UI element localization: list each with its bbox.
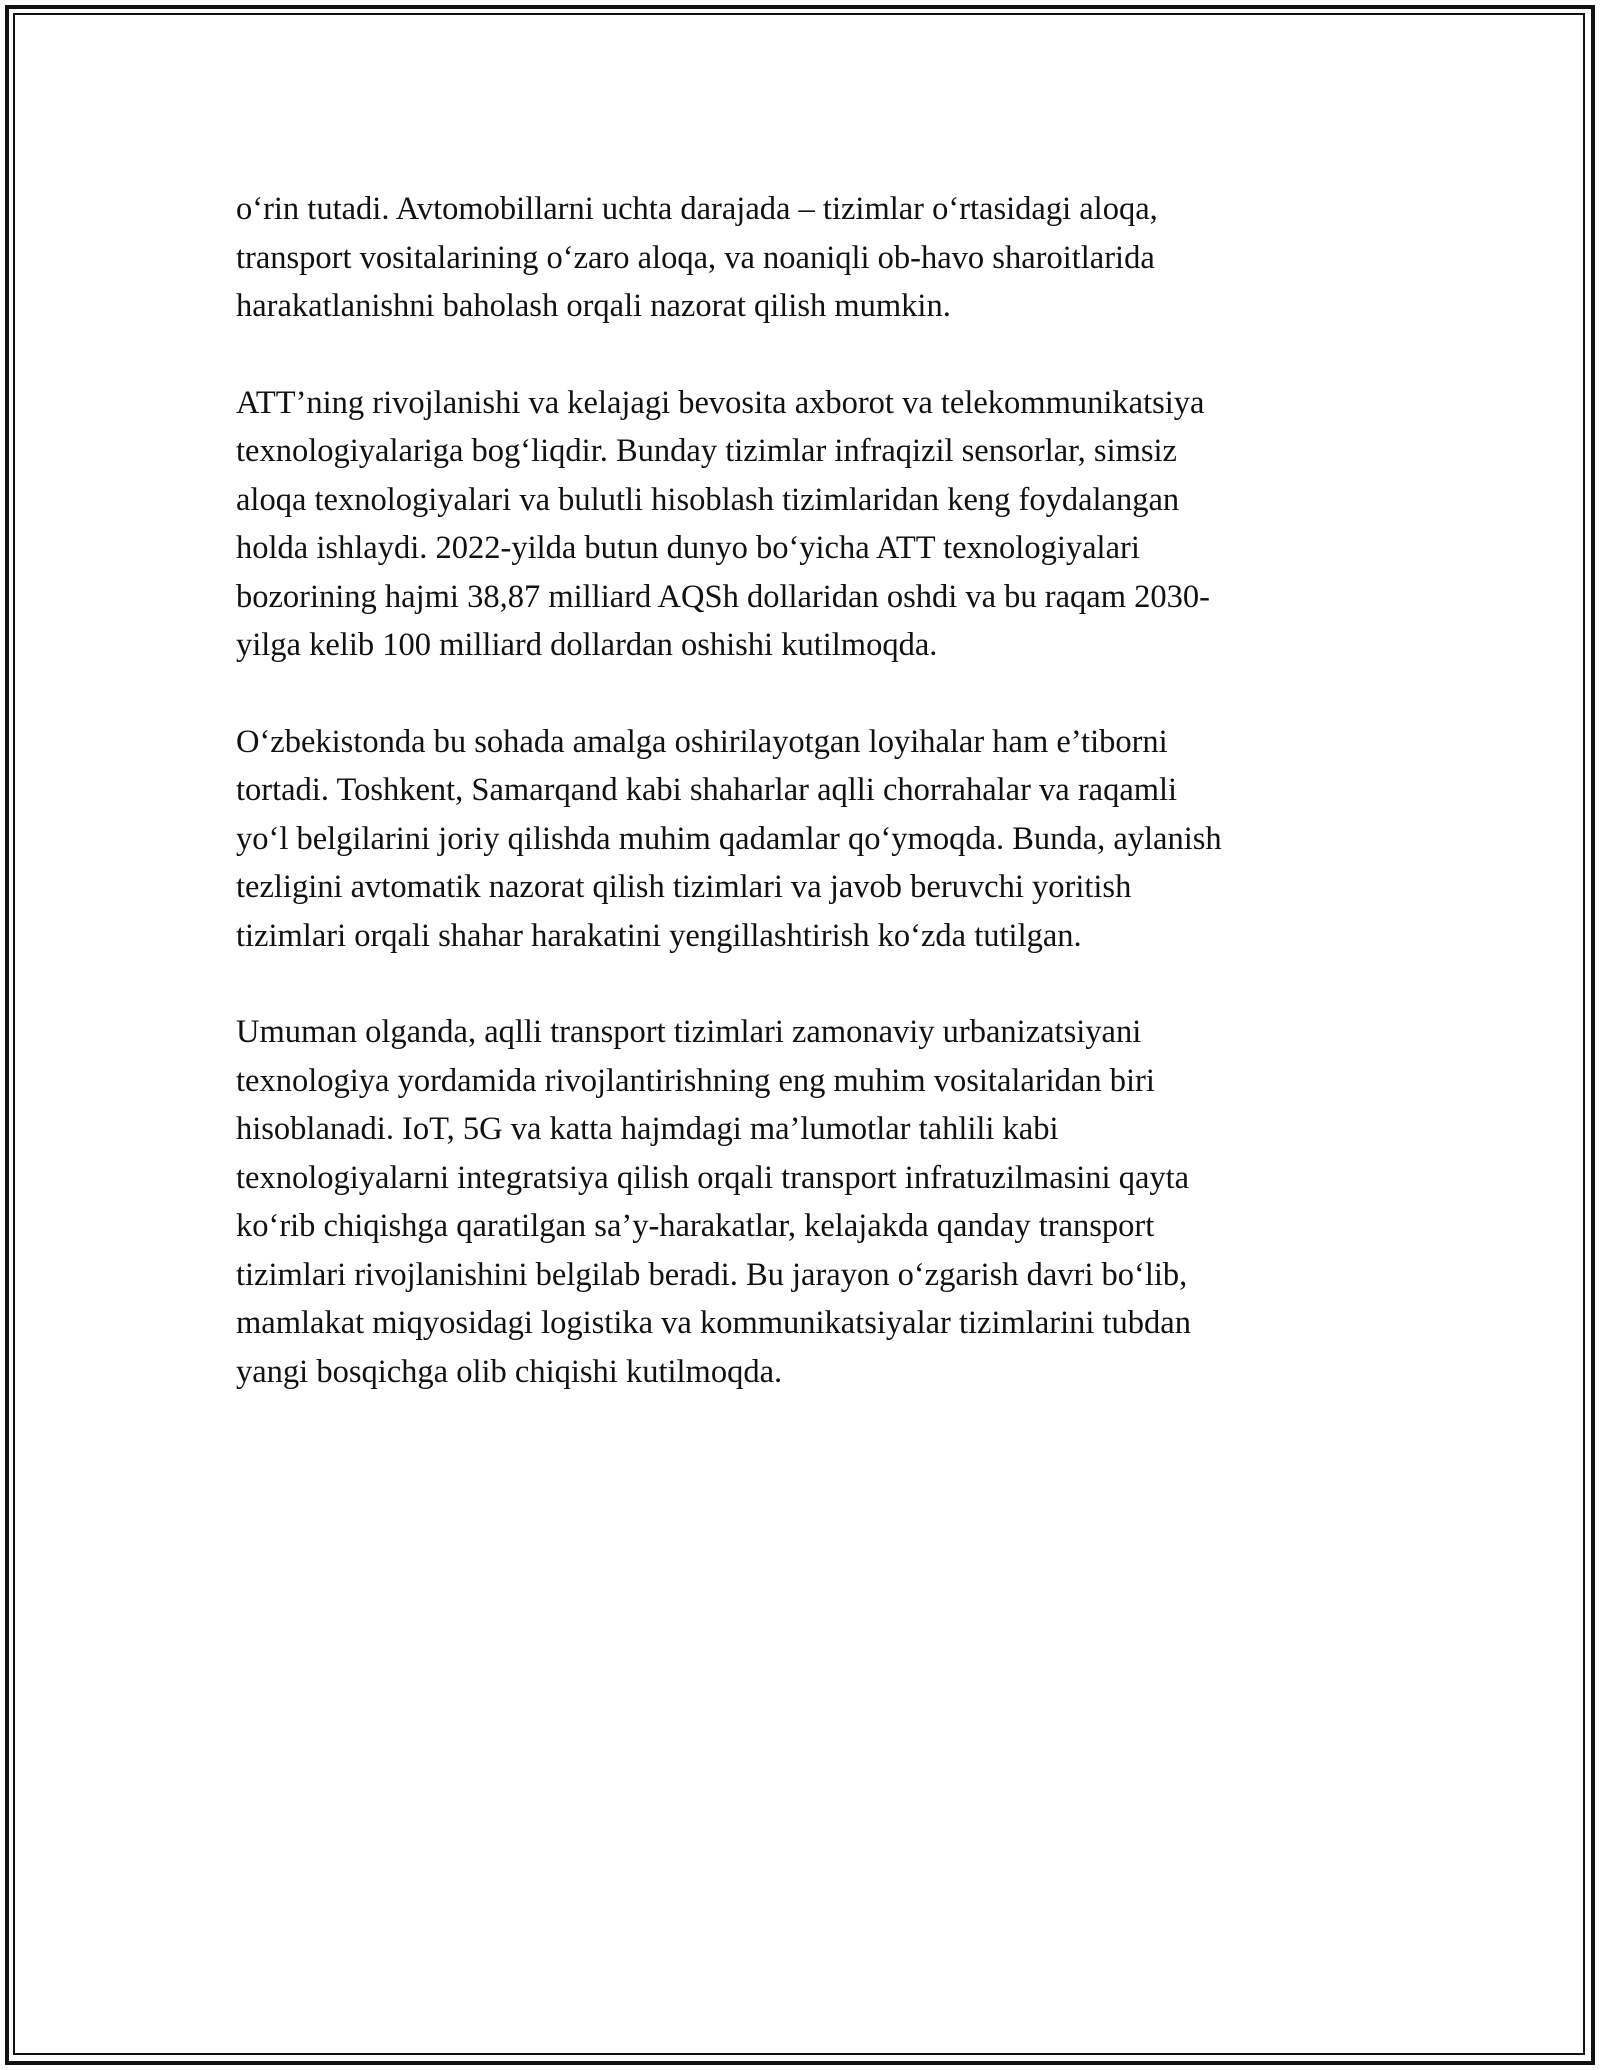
text-line: Umuman olganda, aqlli transport tizimlari zamonaviy urbanizatsiyani [236, 1014, 1142, 1050]
document-body [236, 185, 1366, 1444]
text-line: harakatlanishni baholash orqali nazorat qilish mumkin. [236, 288, 951, 324]
text-line: yilga kelib 100 milliard dollardan oshishi kutilmoqda. [236, 627, 938, 663]
text-line: hisoblanadi. IoT, 5G va katta hajmdagi ma’lumotlar tahlili kabi [236, 1111, 1059, 1147]
text-line: yo‘l belgilarini joriy qilishda muhim qadamlar qo‘ymoqda. Bunda, aylanish [236, 820, 1222, 857]
text-line: holda ishlaydi. 2022-yilda butun dunyo bo‘yicha ATT texnologiyalari [236, 530, 1140, 566]
text-line: bozorining hajmi 38,87 milliard AQSh dollaridan oshdi va bu raqam 2030- [236, 578, 1210, 615]
text-line: mamlakat miqyosidagi logistika va kommunikatsiyalar tizimlarini tubdan [236, 1305, 1191, 1341]
paragraph-2 [236, 379, 1366, 670]
text-line: aloqa texnologiyalari va bulutli hisoblash tizimlaridan keng foydalangan [236, 481, 1180, 518]
text-line: texnologiyalariga bog‘liqdir. Bunday tizimlar infraqizil sensorlar, simsiz [236, 433, 1177, 469]
text-line: tezligini avtomatik nazorat qilish tizimlari va javob beruvchi yoritish [236, 869, 1132, 905]
text-line: yangi bosqichga olib chiqishi kutilmoqda. [236, 1353, 783, 1390]
text-line: texnologiyalarni integratsiya qilish orqali transport infratuzilmasini qayta [236, 1159, 1190, 1196]
paragraph-4 [236, 1008, 1366, 1396]
text-line: ATT’ning rivojlanishi va kelajagi bevosita axborot va telekommunikatsiya [236, 384, 1205, 421]
text-line: tizimlari orqali shahar harakatini yengillashtirish ko‘zda tutilgan. [236, 917, 1082, 954]
text-line: o‘rin tutadi. Avtomobillarni uchta darajada – tizimlar o‘rtasidagi aloqa, [236, 191, 1158, 227]
paragraph-3 [236, 718, 1366, 961]
paragraph-1 [236, 185, 1366, 331]
text-line: transport vositalarining o‘zaro aloqa, va noaniqli ob-havo sharoitlarida [236, 239, 1155, 276]
text-line: texnologiya yordamida rivojlantirishning eng muhim vositalaridan biri [236, 1062, 1155, 1099]
text-line: ko‘rib chiqishga qaratilgan sa’y-harakatlar, kelajakda qanday transport [236, 1208, 1155, 1244]
text-line: tizimlari rivojlanishini belgilab beradi. Bu jarayon o‘zgarish davri bo‘lib, [236, 1256, 1188, 1293]
text-line: O‘zbekistonda bu sohada amalga oshirilayotgan loyihalar ham e’tiborni [236, 723, 1168, 760]
text-line: tortadi. Toshkent, Samarqand kabi shaharlar aqlli chorrahalar va raqamli [236, 772, 1178, 808]
